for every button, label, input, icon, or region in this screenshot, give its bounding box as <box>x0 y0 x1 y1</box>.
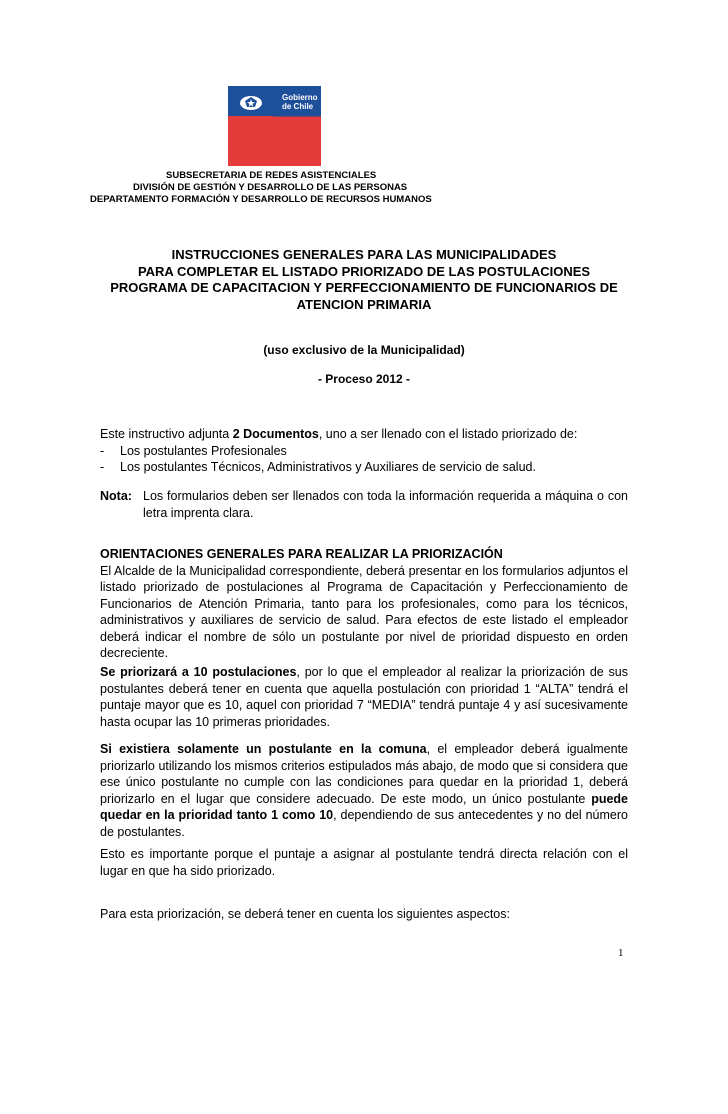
unico-postulante-paragraph: Si existiera solamente un postulante en la comuna, el empleador deberá igualmente priorizarlo utilizando los mismos criterios estipulados más abajo, de modo que si considera que ese único postulante no cumple con las condiciones para quedar en la prioridad 1, deberá priorizarlo en el lugar que considere adecuado. De este modo, un único postulante puede quedar en la prioridad tanto 1 como 10, dependiendo de sus antecedentes y no del número de postulantes. <box>100 742 628 839</box>
coat-of-arms-icon <box>236 92 266 112</box>
header-line-2: DIVISIÓN DE GESTIÓN Y DESARROLLO DE LAS PERSONAS <box>133 182 408 193</box>
importante-paragraph: Esto es importante porque el puntaje a asignar al postulante tendrá directa relación con el lugar en que ha sido priorizado. <box>100 847 628 878</box>
orientaciones-text: El Alcalde de la Municipalidad correspondiente, deberá presentar en los formularios adjuntos el listado priorizado de postulaciones al Programa de Capacitación y Perfeccionamiento de Funcionarios de Atención Primaria, tanto para los profesionales, como para los técnicos, administrativos y auxiliares de servicio de salud. Para efectos de este listado el empleador deberá indicar el nombre de sólo un postulante por nivel de prioridad dispuesto en orden decreciente. <box>100 563 628 660</box>
header-line-3: DEPARTAMENTO FORMACIÓN Y DESARROLLO DE RECURSOS HUMANOS <box>90 194 432 205</box>
section-heading: ORIENTACIONES GENERALES PARA REALIZAR LA PRIORIZACIÓN <box>100 547 503 561</box>
gobierno-de-chile-logo <box>228 86 321 166</box>
list-item: - Los postulantes Profesionales <box>100 443 287 458</box>
process-label: - Proceso 2012 - <box>317 372 411 386</box>
orientaciones-section <box>100 546 628 662</box>
aspectos-paragraph: Para esta priorización, se deberá tener en cuenta los siguientes aspectos: <box>100 907 510 921</box>
logo-text: Gobierno de Chile <box>282 93 318 111</box>
document-title: INSTRUCCIONES GENERALES PARA LAS MUNICIPALIDADES PARA COMPLETAR EL LISTADO PRIORIZADO DE LAS POSTULACIONES PROGRAMA DE CAPACITACION Y PERFECCIONAMIENTO DE FUNCIONARIOS DE ATENCION PRIMARIA <box>110 247 618 312</box>
intro-paragraph: Este instructivo adjunta 2 Documentos, uno a ser llenado con el listado priorizado de: - Los postulantes Profesionales - Los postulantes Técnicos, Administrativos y Auxiliares de servicio de salud. <box>100 426 628 476</box>
nota-paragraph: Nota: Los formularios deben ser llenados con toda la información requerida a máquina o con letra imprenta clara. <box>100 489 628 520</box>
header-line-1: SUBSECRETARIA DE REDES ASISTENCIALES <box>166 170 377 181</box>
subtitle: (uso exclusivo de la Municipalidad) <box>263 343 465 357</box>
priorizacion-paragraph: Se priorizará a 10 postulaciones, por lo que el empleador al realizar la priorización de sus postulantes deberá tener en cuenta que aquella postulación con prioridad 1 “ALTA” tendrá el puntaje mayor que es 10, aquel con prioridad 7 “MEDIA” tendrá puntaje 4 y así sucesivamente hasta ocupar las 10 primeras prioridades. <box>100 665 629 729</box>
list-item: - Los postulantes Técnicos, Administrativos y Auxiliares de servicio de salud. <box>100 460 536 474</box>
page-number: 1 <box>618 947 624 959</box>
